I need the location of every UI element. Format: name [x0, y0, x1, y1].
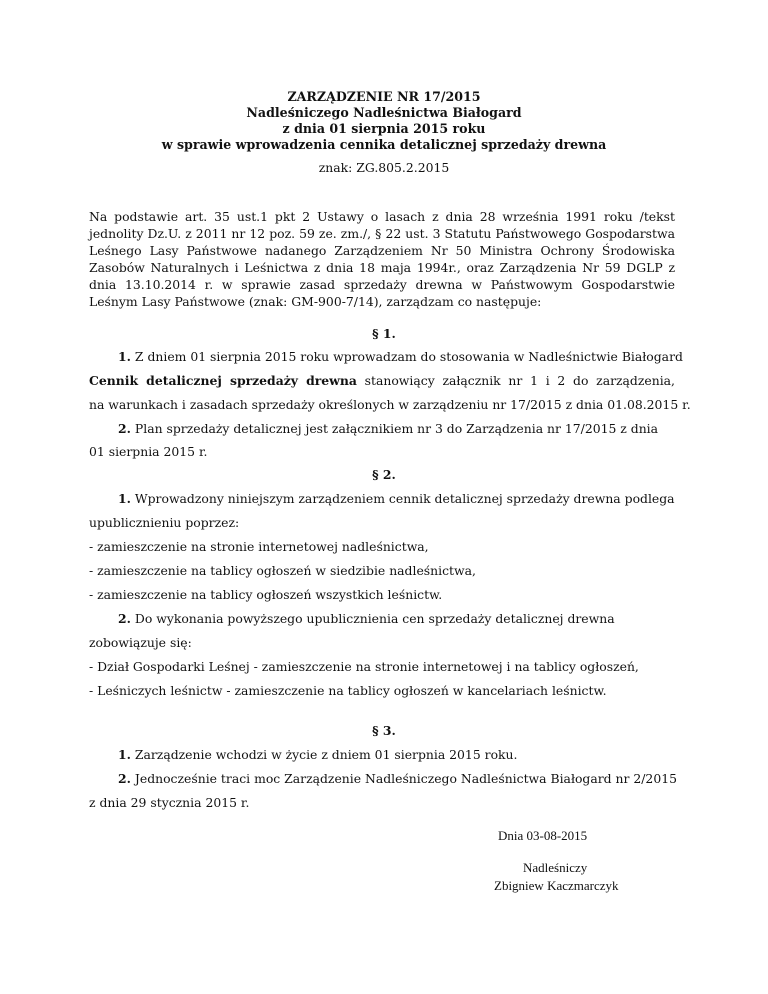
point-number: 1. — [118, 491, 131, 506]
section-1-point-1-line-2 — [89, 373, 675, 388]
section-2-heading: § 2. — [372, 467, 396, 482]
point-number: 2. — [118, 771, 131, 786]
section-3-heading: § 3. — [372, 723, 396, 738]
section-2-point-2-line-2: zobowiązuje się: — [89, 635, 192, 650]
section-3-point-2 — [118, 771, 677, 786]
signature-name: Zbigniew Kaczmarczyk — [494, 878, 619, 893]
section-1-point-1-line-3: na warunkach i zasadach sprzedaży określonych w zarządzeniu nr 17/2015 z dnia 01.08.2015 r. — [89, 397, 691, 412]
list-item: - zamieszczenie na tablicy ogłoszeń wszystkich leśnictw. — [89, 587, 443, 602]
point-text: Do wykonania powyższego upublicznienia cen sprzedaży detalicznej drewna — [134, 611, 615, 626]
section-3-point-2-line-2: z dnia 29 stycznia 2015 r. — [89, 795, 250, 810]
title-line-2: Nadleśniczego Nadleśnictwa Białogard — [246, 105, 522, 120]
point-text: Wprowadzony niniejszym zarządzeniem cennik detalicznej sprzedaży drewna podlega — [134, 491, 675, 506]
list-item: - Dział Gospodarki Leśnej - zamieszczenie na stronie internetowej i na tablicy ogłoszeń, — [89, 659, 639, 674]
point-text-cont: stanowiący załącznik nr 1 i 2 do zarządzenia, — [356, 373, 675, 388]
section-1-point-1 — [118, 349, 683, 364]
point-text: Zarządzenie wchodzi w życie z dniem 01 sierpnia 2015 roku. — [134, 747, 518, 762]
section-2-point-2 — [118, 611, 615, 626]
preamble-paragraph: Na podstawie art. 35 ust.1 pkt 2 Ustawy o lasach z dnia 28 września 1991 roku /tekst jednolity Dz.U. z 2011 nr 12 poz. 59 ze. zm./, § 22 ust. 3 Statutu Państwowego Gospodarstwa Leśnego Lasy Państwowe nadanego Zarządzeniem Nr 50 Ministra Ochrony Środowiska Zasobów Naturalnych i Leśnictwa z dnia 18 maja 1994r., oraz Zarządzenia Nr 59 DGLP z dnia 13.10.2014 r. w sprawie zasad sprzedaży drewna w Państwowym Gospodarstwie Leśnym Lasy Państwowe (znak: GM-900-7/14), zarządzam co następuje: — [89, 209, 675, 309]
title-line-4: w sprawie wprowadzenia cennika detalicznej sprzedaży drewna — [161, 137, 607, 152]
pricelist-name: Cennik detalicznej sprzedaży drewna — [89, 373, 357, 388]
point-text: Jednocześnie traci moc Zarządzenie Nadleśniczego Nadleśnictwa Białogard nr 2/2015 — [134, 771, 677, 786]
list-item: - Leśniczych leśnictw - zamieszczenie na tablicy ogłoszeń w kancelariach leśnictw. — [89, 683, 607, 698]
title-line-1: ZARZĄDZENIE NR 17/2015 — [287, 89, 481, 104]
point-number: 2. — [118, 611, 131, 626]
section-2-point-1 — [118, 491, 675, 506]
section-1-heading: § 1. — [372, 326, 396, 341]
list-item: - zamieszczenie na stronie internetowej nadleśnictwa, — [89, 539, 429, 554]
reference-number: znak: ZG.805.2.2015 — [318, 160, 450, 175]
point-number: 2. — [118, 421, 131, 436]
signature-role: Nadleśniczy — [523, 860, 588, 875]
point-text: Z dniem 01 sierpnia 2015 roku wprowadzam do stosowania w Nadleśnictwie Białogard — [134, 349, 683, 364]
section-3-point-1 — [118, 747, 517, 762]
section-1-point-2-line-2: 01 sierpnia 2015 r. — [89, 444, 208, 459]
point-number: 1. — [118, 349, 131, 364]
point-text: Plan sprzedaży detalicznej jest załącznikiem nr 3 do Zarządzenia nr 17/2015 z dnia — [134, 421, 659, 436]
point-number: 1. — [118, 747, 131, 762]
list-item: - zamieszczenie na tablicy ogłoszeń w siedzibie nadleśnictwa, — [89, 563, 476, 578]
section-1-point-2 — [118, 421, 658, 436]
document-title — [0, 89, 768, 153]
signature-date: Dnia 03-08-2015 — [498, 828, 588, 843]
section-2-point-1-line-2: upublicznieniu poprzez: — [89, 515, 240, 530]
title-line-3: z dnia 01 sierpnia 2015 roku — [282, 121, 486, 136]
